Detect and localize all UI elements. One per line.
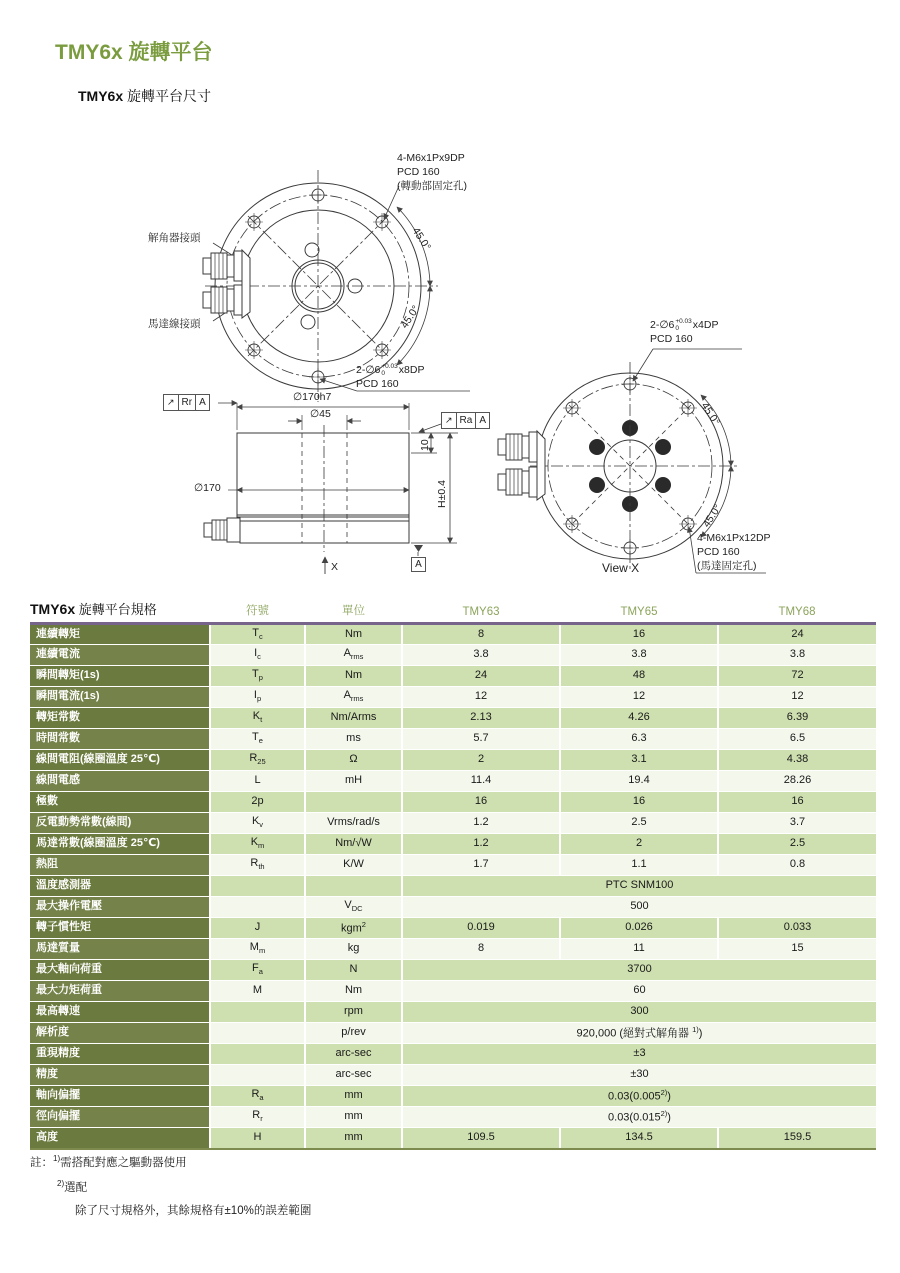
row-value: 6.5 — [718, 729, 876, 750]
spec-table — [30, 594, 876, 1150]
row-value: 12 — [560, 687, 718, 708]
spec-row — [30, 876, 876, 897]
row-value: 2 — [560, 834, 718, 855]
row-value-merged: 3700 — [402, 960, 876, 981]
row-unit: p/rev — [305, 1023, 402, 1044]
row-value: 3.8 — [718, 645, 876, 666]
row-value-merged: 920,000 (絕對式解角器 $^{1)}$) — [402, 1023, 876, 1044]
col-header-tmy68: TMY68 — [718, 594, 876, 624]
row-symbol: L — [210, 771, 305, 792]
top-view-geometry — [203, 170, 470, 402]
motor-holes-callout: 4-M6x1Px12DP PCD 160 (馬達固定孔) — [697, 532, 771, 572]
row-value: 4.26 — [560, 708, 718, 729]
row-symbol: $R_{25}$ — [210, 750, 305, 771]
spec-row — [30, 939, 876, 960]
footnote-3: 除了尺寸規格外，其餘規格有±10%的誤差範圍 — [75, 1205, 312, 1218]
row-symbol: $R_{th}$ — [210, 855, 305, 876]
row-symbol: $R_a$ — [210, 1086, 305, 1107]
spec-row — [30, 624, 876, 645]
spec-row — [30, 1107, 876, 1128]
resolver-connector-label: 解角器接頭 — [148, 232, 201, 244]
row-label: 轉子慣性矩 — [30, 918, 210, 939]
col-header-tmy65: TMY65 — [560, 594, 718, 624]
row-value: 3.8 — [402, 645, 560, 666]
row-value: 28.26 — [718, 771, 876, 792]
row-label: 高度 — [30, 1128, 210, 1149]
row-unit: $A_{rms}$ — [305, 645, 402, 666]
row-value: 159.5 — [718, 1128, 876, 1149]
row-unit: Ω — [305, 750, 402, 771]
spec-row — [30, 960, 876, 981]
row-label: 重現精度 — [30, 1044, 210, 1065]
row-unit: ms — [305, 729, 402, 750]
row-value: 1.2 — [402, 834, 560, 855]
row-value: 4.38 — [718, 750, 876, 771]
spec-row — [30, 666, 876, 687]
row-value: 15 — [718, 939, 876, 960]
row-value: 24 — [402, 666, 560, 687]
row-symbol: $K_t$ — [210, 708, 305, 729]
pin-holes-callout: 2-∅6 +0.03 0 x8DP PCD 160 — [356, 363, 425, 390]
row-symbol: $T_e$ — [210, 729, 305, 750]
row-value: 16 — [402, 792, 560, 813]
row-symbol: $I_c$ — [210, 645, 305, 666]
row-value: 0.8 — [718, 855, 876, 876]
footnote-1: 註：$^{1)}$需搭配對應之驅動器使用 — [30, 1154, 187, 1169]
col-header-symbol: 符號 — [210, 594, 305, 624]
view-axis-x: X — [331, 561, 339, 573]
row-value-merged: ±3 — [402, 1044, 876, 1065]
runout-flag-rr: ↗ Rr A — [163, 394, 210, 411]
row-value-merged: PTC SNM100 — [402, 876, 876, 897]
row-unit: mm — [305, 1107, 402, 1128]
row-value: 3.8 — [560, 645, 718, 666]
row-unit: mm — [305, 1128, 402, 1149]
spec-row — [30, 1086, 876, 1107]
footnote-2: $^{2)}$選配 — [57, 1178, 88, 1194]
row-symbol: $T_c$ — [210, 624, 305, 645]
row-unit: K/W — [305, 855, 402, 876]
motor-cable-connector-shape — [203, 285, 242, 315]
row-unit: Vrms/rad/s — [305, 813, 402, 834]
row-label: 線間電阻(線圈溫度 25℃) — [30, 750, 210, 771]
row-label: 軸向偏擺 — [30, 1086, 210, 1107]
row-label: 解析度 — [30, 1023, 210, 1044]
row-unit: mH — [305, 771, 402, 792]
row-value: 2.13 — [402, 708, 560, 729]
angle-label-45: 45.0° — [698, 400, 723, 428]
row-label: 連續轉矩 — [30, 624, 210, 645]
spec-row — [30, 1065, 876, 1086]
row-value: 6.39 — [718, 708, 876, 729]
row-value: 11 — [560, 939, 718, 960]
footnotes — [30, 1154, 311, 1227]
row-unit — [305, 792, 402, 813]
row-symbol — [210, 1044, 305, 1065]
row-unit: arc-sec — [305, 1044, 402, 1065]
dim-step-10: 10 — [419, 439, 431, 451]
row-symbol: $R_r$ — [210, 1107, 305, 1128]
row-symbol: 2p — [210, 792, 305, 813]
row-value: 24 — [718, 624, 876, 645]
row-label: 馬達常數(線圈溫度 25℃) — [30, 834, 210, 855]
row-value: 1.1 — [560, 855, 718, 876]
spec-row — [30, 771, 876, 792]
row-label: 最大操作電壓 — [30, 897, 210, 918]
row-unit: Nm/√W — [305, 834, 402, 855]
row-value-merged: 0.03(0.015$^{2)}$) — [402, 1107, 876, 1128]
rotor-holes-callout: 4-M6x1Px9DP PCD 160 (轉動部固定孔) — [397, 152, 467, 192]
row-unit: Nm — [305, 624, 402, 645]
row-label: 連續電流 — [30, 645, 210, 666]
spec-row — [30, 918, 876, 939]
row-symbol: J — [210, 918, 305, 939]
row-value: 16 — [560, 624, 718, 645]
row-symbol — [210, 1023, 305, 1044]
row-value: 109.5 — [402, 1128, 560, 1149]
row-value-merged: 300 — [402, 1002, 876, 1023]
row-label: 最大力矩荷重 — [30, 981, 210, 1002]
spec-row — [30, 981, 876, 1002]
dim-diameter-170h7: ∅170h7 — [293, 391, 332, 403]
angle-label-45: 45.0° — [398, 303, 423, 331]
row-symbol: M — [210, 981, 305, 1002]
dimension-drawing — [0, 0, 900, 600]
spec-table-body — [30, 624, 876, 1149]
row-symbol: H — [210, 1128, 305, 1149]
col-header-tmy63: TMY63 — [402, 594, 560, 624]
row-label: 最大軸向荷重 — [30, 960, 210, 981]
row-unit — [305, 876, 402, 897]
row-value: 0.019 — [402, 918, 560, 939]
spec-row — [30, 897, 876, 918]
row-symbol — [210, 897, 305, 918]
dim-height-h: H±0.4 — [436, 480, 448, 508]
row-label: 轉矩常數 — [30, 708, 210, 729]
row-unit: rpm — [305, 1002, 402, 1023]
row-unit: N — [305, 960, 402, 981]
subtitle-text: 旋轉平台尺寸 — [123, 88, 212, 104]
row-value: 6.3 — [560, 729, 718, 750]
row-unit: arc-sec — [305, 1065, 402, 1086]
row-value: 1.2 — [402, 813, 560, 834]
row-unit: Nm — [305, 666, 402, 687]
spec-row — [30, 792, 876, 813]
col-header-unit: 單位 — [305, 594, 402, 624]
row-value: 2.5 — [560, 813, 718, 834]
view-x-label: View X — [602, 561, 640, 575]
row-value-merged: 500 — [402, 897, 876, 918]
page-title: TMY6x 旋轉平台 — [55, 41, 213, 64]
side-view-geometry — [204, 403, 458, 574]
row-label: 反電動勢常數(線間) — [30, 813, 210, 834]
row-symbol: $M_m$ — [210, 939, 305, 960]
spec-row — [30, 1128, 876, 1149]
spec-row — [30, 729, 876, 750]
row-value: 12 — [402, 687, 560, 708]
spec-table-title: TMY6x 旋轉平台規格 — [30, 594, 210, 624]
runout-flag-ra: ↗ Ra A — [441, 412, 490, 429]
row-label: 時間常數 — [30, 729, 210, 750]
spec-row — [30, 834, 876, 855]
runout-arrow-icon: ↗ — [445, 415, 453, 425]
spec-row — [30, 1023, 876, 1044]
row-value: 11.4 — [402, 771, 560, 792]
row-symbol: $K_m$ — [210, 834, 305, 855]
spec-row — [30, 708, 876, 729]
spec-row — [30, 687, 876, 708]
row-value: 5.7 — [402, 729, 560, 750]
row-value: 134.5 — [560, 1128, 718, 1149]
row-unit: $A_{rms}$ — [305, 687, 402, 708]
row-label: 最高轉速 — [30, 1002, 210, 1023]
row-value: 0.033 — [718, 918, 876, 939]
row-symbol — [210, 1002, 305, 1023]
row-label: 熱阻 — [30, 855, 210, 876]
row-value: 0.026 — [560, 918, 718, 939]
motor-cable-label: 馬達線接頭 — [148, 318, 201, 330]
dim-diameter-170: ∅170 — [194, 482, 221, 494]
row-unit: kg — [305, 939, 402, 960]
row-value: 2.5 — [718, 834, 876, 855]
row-value: 48 — [560, 666, 718, 687]
row-unit: kgm$^2$ — [305, 918, 402, 939]
datum-a-box: A — [411, 557, 426, 572]
row-value: 3.1 — [560, 750, 718, 771]
spec-row — [30, 1044, 876, 1065]
row-label: 精度 — [30, 1065, 210, 1086]
row-symbol: $K_v$ — [210, 813, 305, 834]
row-unit: $V_{DC}$ — [305, 897, 402, 918]
row-value: 16 — [718, 792, 876, 813]
row-unit: Nm — [305, 981, 402, 1002]
row-value: 19.4 — [560, 771, 718, 792]
row-unit: Nm/Arms — [305, 708, 402, 729]
row-symbol — [210, 876, 305, 897]
spec-row — [30, 750, 876, 771]
row-label: 瞬間電流(1s) — [30, 687, 210, 708]
spec-row — [30, 855, 876, 876]
row-value-merged: 0.03(0.005$^{2)}$) — [402, 1086, 876, 1107]
spec-header-row — [30, 594, 876, 624]
row-value: 72 — [718, 666, 876, 687]
row-value: 12 — [718, 687, 876, 708]
row-label: 溫度感測器 — [30, 876, 210, 897]
row-value: 8 — [402, 939, 560, 960]
row-value: 8 — [402, 624, 560, 645]
viewx-pin-holes-callout: 2-∅6 +0.03 0 x4DP PCD 160 — [650, 318, 719, 345]
spec-row — [30, 813, 876, 834]
spec-row — [30, 1002, 876, 1023]
row-value-merged: ±30 — [402, 1065, 876, 1086]
row-label: 線間電感 — [30, 771, 210, 792]
row-symbol — [210, 1065, 305, 1086]
row-symbol: $T_p$ — [210, 666, 305, 687]
row-value-merged: 60 — [402, 981, 876, 1002]
row-label: 徑向偏擺 — [30, 1107, 210, 1128]
row-symbol: $F_a$ — [210, 960, 305, 981]
row-unit: mm — [305, 1086, 402, 1107]
runout-arrow-icon: ↗ — [167, 397, 175, 407]
spec-row — [30, 645, 876, 666]
angle-label-45: 45.0° — [700, 502, 725, 530]
row-label: 馬達質量 — [30, 939, 210, 960]
row-value: 2 — [402, 750, 560, 771]
dim-diameter-45: ∅45 — [310, 408, 331, 420]
row-value: 16 — [560, 792, 718, 813]
row-symbol: $I_p$ — [210, 687, 305, 708]
row-value: 1.7 — [402, 855, 560, 876]
row-label: 瞬間轉矩(1s) — [30, 666, 210, 687]
subtitle-model: TMY6x — [78, 88, 124, 104]
row-value: 3.7 — [718, 813, 876, 834]
row-label: 極數 — [30, 792, 210, 813]
angle-label-45: 45.0° — [409, 225, 434, 253]
